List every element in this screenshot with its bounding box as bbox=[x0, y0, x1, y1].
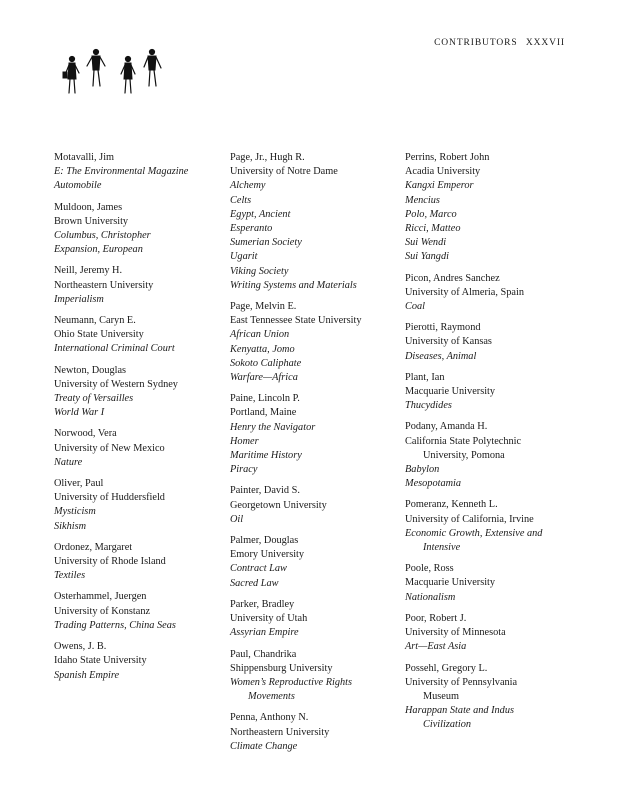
contributor-entry bbox=[405, 371, 575, 414]
contributor-affiliation: Macquarie University bbox=[405, 386, 496, 398]
contributor-affiliation: Shippensburg University bbox=[230, 662, 333, 674]
article-title: Sui Yangdi bbox=[405, 251, 449, 263]
contributor-affiliation: East Tennessee State University bbox=[230, 315, 362, 327]
contributor-affiliation: Northeastern University bbox=[54, 279, 154, 291]
contributor-entry bbox=[54, 264, 219, 307]
contributor-affiliation: University of Huddersfield bbox=[54, 492, 165, 504]
article-title: Ugarit bbox=[230, 251, 258, 263]
contributor-name: Motavalli, Jim bbox=[54, 152, 115, 163]
contributor-affiliation: University of Rhode Island bbox=[54, 556, 166, 568]
contributor-name: Neill, Jeremy H. bbox=[54, 265, 123, 277]
contributor-affiliation: Ohio State University bbox=[54, 329, 144, 341]
article-title: Viking Society bbox=[230, 265, 289, 277]
article-title: Polo, Marco bbox=[405, 208, 457, 220]
article-title: Expansion, European bbox=[54, 244, 143, 256]
contributor-affiliation: Emory University bbox=[230, 549, 305, 561]
running-head bbox=[429, 38, 565, 48]
article-title: Economic Growth, Extensive and bbox=[405, 527, 543, 539]
contributor-name: Muldoon, James bbox=[54, 201, 123, 213]
contributor-entry bbox=[230, 392, 400, 477]
contributor-entry bbox=[230, 598, 400, 641]
article-title: Intensive bbox=[423, 542, 461, 554]
article-title: Sumerian Society bbox=[230, 237, 302, 249]
contributor-entry bbox=[405, 151, 575, 265]
contributor-name: Ordonez, Margaret bbox=[54, 541, 133, 553]
article-title: Contract Law bbox=[230, 563, 287, 575]
contributor-entry bbox=[230, 300, 400, 385]
contributor-name: Poole, Ross bbox=[405, 563, 454, 575]
contributor-affiliation: Macquarie University bbox=[405, 577, 496, 589]
article-title: Coal bbox=[405, 301, 426, 313]
contributor-name: Paul, Chandrika bbox=[230, 648, 297, 660]
contributor-name: Paine, Lincoln P. bbox=[230, 393, 300, 405]
dancing-figures-logo bbox=[58, 48, 168, 106]
contributor-entry bbox=[54, 541, 219, 584]
contributor-entry bbox=[230, 151, 400, 293]
contributor-name: Painter, David S. bbox=[230, 485, 300, 497]
contributor-entry bbox=[54, 314, 219, 357]
contributor-affiliation: Brown University bbox=[54, 215, 129, 227]
article-title: Sui Wendi bbox=[405, 237, 447, 249]
article-title: Textiles bbox=[54, 570, 86, 582]
contributor-affiliation: University of Pennsylvania bbox=[405, 676, 518, 688]
contributor-name: Penna, Anthony N. bbox=[230, 712, 309, 724]
contributor-name: Newton, Douglas bbox=[54, 364, 127, 376]
article-title: Nature bbox=[54, 456, 83, 468]
section-title: CONTRIBUTORS bbox=[434, 38, 518, 48]
article-title: Egypt, Ancient bbox=[230, 208, 291, 220]
contributor-name: Norwood, Vera bbox=[54, 428, 117, 440]
contributor-name: Pomeranz, Kenneth L. bbox=[405, 499, 498, 511]
article-title: Babylon bbox=[405, 464, 440, 476]
article-title: Mesopotamia bbox=[405, 478, 462, 490]
contributor-entry bbox=[54, 590, 219, 633]
contributor-entry bbox=[405, 612, 575, 655]
contributor-entry bbox=[54, 201, 219, 258]
page-number: XXXVII bbox=[525, 38, 565, 48]
contributor-name: Neumann, Caryn E. bbox=[54, 315, 136, 327]
contributor-affiliation: University of Kansas bbox=[405, 336, 492, 348]
contributor-affiliation: University of Utah bbox=[230, 613, 308, 625]
contributor-affiliation: University of Minnesota bbox=[405, 627, 506, 639]
contributor-affiliation: Idaho State University bbox=[54, 655, 147, 667]
contributor-name: Pierotti, Raymond bbox=[405, 322, 481, 334]
article-title: Women’s Reproductive Rights bbox=[230, 676, 353, 688]
article-title: Mysticism bbox=[54, 506, 96, 518]
contributor-affiliation: Museum bbox=[423, 690, 460, 702]
contributor-affiliation: Georgetown University bbox=[230, 499, 327, 511]
contributor-entry bbox=[405, 420, 575, 491]
contributor-name: Osterhammel, Juergen bbox=[54, 591, 147, 603]
contributor-name: Podany, Amanda H. bbox=[405, 421, 488, 433]
contributor-entry bbox=[230, 711, 400, 754]
contributor-entry bbox=[405, 272, 575, 315]
contributor-affiliation: E: The Environmental Magazine bbox=[54, 166, 189, 178]
article-title: Assyrian Empire bbox=[230, 627, 299, 639]
article-title: Thucydides bbox=[405, 400, 452, 412]
article-title: World War I bbox=[54, 407, 105, 419]
contributor-name: Palmer, Douglas bbox=[230, 535, 299, 547]
contributor-name: Oliver, Paul bbox=[54, 478, 104, 490]
article-title: Piracy bbox=[230, 464, 258, 476]
article-title: Henry the Navigator bbox=[230, 421, 316, 433]
article-title: Climate Change bbox=[230, 740, 298, 752]
contributor-affiliation: University of Western Sydney bbox=[54, 378, 178, 390]
article-title: Trading Patterns, China Seas bbox=[54, 619, 176, 631]
contributor-entry bbox=[405, 662, 575, 733]
contributor-name: Page, Melvin E. bbox=[230, 301, 297, 313]
article-title: Columbus, Christopher bbox=[54, 230, 151, 242]
contributor-affiliation: California State Polytechnic bbox=[405, 435, 522, 447]
contributors-column-3 bbox=[405, 151, 575, 740]
article-title: Warfare—Africa bbox=[230, 372, 298, 384]
article-title: Kangxi Emperor bbox=[405, 180, 474, 192]
article-title: Sacred Law bbox=[230, 577, 279, 589]
contributor-entry bbox=[54, 427, 219, 470]
contributor-affiliation: Acadia University bbox=[405, 166, 481, 178]
article-title: Nationalism bbox=[405, 591, 456, 603]
contributor-affiliation: Northeastern University bbox=[230, 726, 330, 738]
article-title: Art—East Asia bbox=[405, 641, 467, 653]
contributor-entry bbox=[230, 648, 400, 705]
contributor-name: Parker, Bradley bbox=[230, 598, 295, 610]
contributor-affiliation: University of Notre Dame bbox=[230, 166, 338, 178]
contributor-name: Poor, Robert J. bbox=[405, 612, 467, 624]
contributor-entry bbox=[54, 364, 219, 421]
contributor-affiliation: Portland, Maine bbox=[230, 407, 297, 419]
contributors-column-2 bbox=[230, 151, 400, 761]
article-title: International Criminal Court bbox=[54, 343, 175, 355]
contributor-affiliation: University of Almeria, Spain bbox=[405, 286, 524, 298]
contributor-name: Plant, Ian bbox=[405, 371, 445, 383]
article-title: Sokoto Caliphate bbox=[230, 357, 302, 369]
contributor-entry bbox=[230, 484, 400, 527]
contributor-entry bbox=[405, 562, 575, 605]
contributor-affiliation: University of California, Irvine bbox=[405, 513, 534, 525]
article-title: Diseases, Animal bbox=[405, 350, 477, 362]
contributor-entry bbox=[54, 477, 219, 534]
article-title: African Union bbox=[230, 329, 290, 341]
article-title: Mencius bbox=[405, 194, 440, 206]
contributor-entry bbox=[230, 534, 400, 591]
contributor-entry bbox=[405, 498, 575, 555]
contributor-name: Page, Jr., Hugh R. bbox=[230, 152, 305, 163]
article-title: Spanish Empire bbox=[54, 669, 120, 681]
contributor-affiliation: University of Konstanz bbox=[54, 605, 151, 617]
contributor-name: Possehl, Gregory L. bbox=[405, 662, 488, 674]
contributor-affiliation: University of New Mexico bbox=[54, 442, 165, 454]
contributors-column-1 bbox=[54, 151, 219, 690]
article-title: Alchemy bbox=[230, 180, 266, 192]
article-title: Imperialism bbox=[54, 293, 104, 305]
contributor-entry bbox=[54, 151, 219, 194]
article-title: Ricci, Matteo bbox=[405, 223, 461, 235]
article-title: Treaty of Versailles bbox=[54, 393, 134, 405]
article-title: Maritime History bbox=[230, 450, 302, 462]
contributor-affiliation: University, Pomona bbox=[423, 449, 505, 461]
article-title: Civilization bbox=[423, 719, 472, 731]
article-title: Celts bbox=[230, 194, 252, 206]
article-title: Harappan State and Indus bbox=[405, 705, 514, 717]
contributor-entry bbox=[405, 321, 575, 364]
article-title: Writing Systems and Materials bbox=[230, 279, 357, 291]
contributor-name: Perrins, Robert John bbox=[405, 152, 490, 163]
article-title: Sikhism bbox=[54, 520, 87, 532]
article-title: Kenyatta, Jomo bbox=[230, 343, 295, 355]
contributor-name: Picon, Andres Sanchez bbox=[405, 272, 500, 284]
article-title: Oil bbox=[230, 513, 244, 525]
article-title: Automobile bbox=[54, 180, 102, 192]
article-title: Esperanto bbox=[230, 223, 273, 235]
contributor-name: Owens, J. B. bbox=[54, 641, 107, 653]
article-title: Homer bbox=[230, 435, 259, 447]
article-title: Movements bbox=[248, 691, 295, 703]
contributor-entry bbox=[54, 640, 219, 683]
